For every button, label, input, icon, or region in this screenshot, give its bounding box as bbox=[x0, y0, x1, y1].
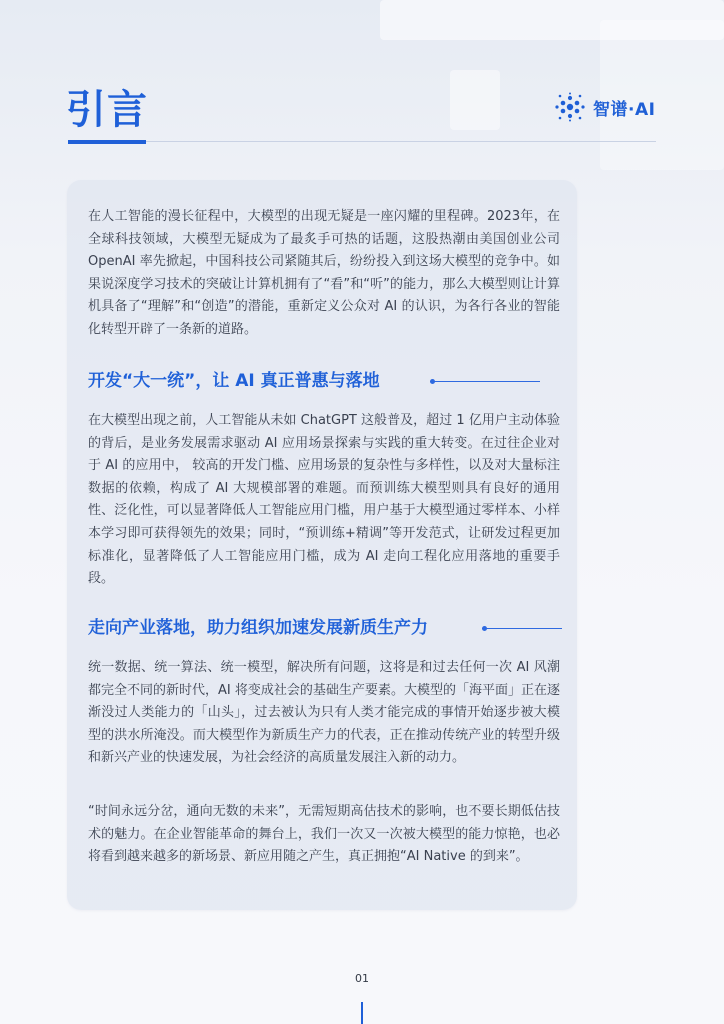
brand-logo bbox=[553, 92, 655, 122]
section-heading-rule bbox=[430, 381, 540, 382]
intro-paragraph: 在人工智能的漫长征程中，大模型的出现无疑是一座闪耀的里程碑。2023年，在全球科技领域，大模型无疑成为了最炙手可热的话题，这股热潮由美国创业公司 OpenAI 率先掀起，中国科技公司紧随其后，纷纷投入到这场大模型的竞争中。如果说深度学习技术的突破让计算机拥有了“看”和“听”的能力，那么大模型则让计算机具备了“理解”和“创造”的潜能，重新定义公众对 AI 的认识，为各行各业的智能化转型开辟了一条新的道路。 bbox=[88, 209, 560, 337]
zhipu-logo-icon bbox=[553, 92, 587, 122]
section-heading-rule bbox=[482, 628, 562, 629]
page-title: 引言 bbox=[66, 87, 148, 133]
section-heading: 走向产业落地，助力组织加速发展新质生产力 bbox=[88, 618, 428, 638]
title-divider bbox=[146, 141, 656, 142]
background-shape bbox=[450, 70, 500, 130]
section-paragraph: 在大模型出现之前，人工智能从未如 ChatGPT 这般普及，超过 1 亿用户主动体验的背后，是业务发展需求驱动 AI 应用场景探索与实践的重大转变。在过往企业对于 AI 的应用中， 较高的开发门槛、应用场景的复杂性与多样性，以及对大量标注数据的依赖，构成了 AI 大规模部署的难题。而预训练大模型则具有良好的通用性、泛化性，可以显著降低人工智能应用门槛，用户基于大模型通过零样本、小样本学习即可获得领先的效果；同时，“预训练+精调”等开发范式，让研发过程更加标准化，显著降低了人工智能应用门槛，成为 AI 走向工程化应用落地的重要手段。 bbox=[88, 413, 560, 587]
section-paragraph: 统一数据、统一算法、统一模型，解决所有问题，这将是和过去任何一次 AI 风潮都完全不同的新时代，AI 将变成社会的基础生产要素。大模型的「海平面」正在逐渐没过人类能力的「山头」，过去被认为只有人类才能完成的事情开始逐步被大模型的洪水所淹没。而大模型作为新质生产力的代表，正在推动传统产业的转型升级和新兴产业的快速发展，为社会经济的高质量发展注入新的动力。 bbox=[88, 660, 560, 766]
section-heading: 开发“大一统”，让 AI 真正普惠与落地 bbox=[88, 371, 380, 391]
title-underline bbox=[68, 140, 146, 144]
page-number: 01 bbox=[355, 972, 369, 985]
logo-text: 智谱·AI bbox=[593, 99, 656, 120]
page-marker bbox=[361, 1002, 363, 1024]
section-paragraph: “时间永远分岔，通向无数的未来”，无需短期高估技术的影响，也不要长期低估技术的魅力。在企业智能革命的舞台上，我们一次又一次被大模型的能力惊艳，也必将看到越来越多的新场景、新应用随之产生，真正拥抱“AI Native 的到来”。 bbox=[88, 804, 560, 865]
